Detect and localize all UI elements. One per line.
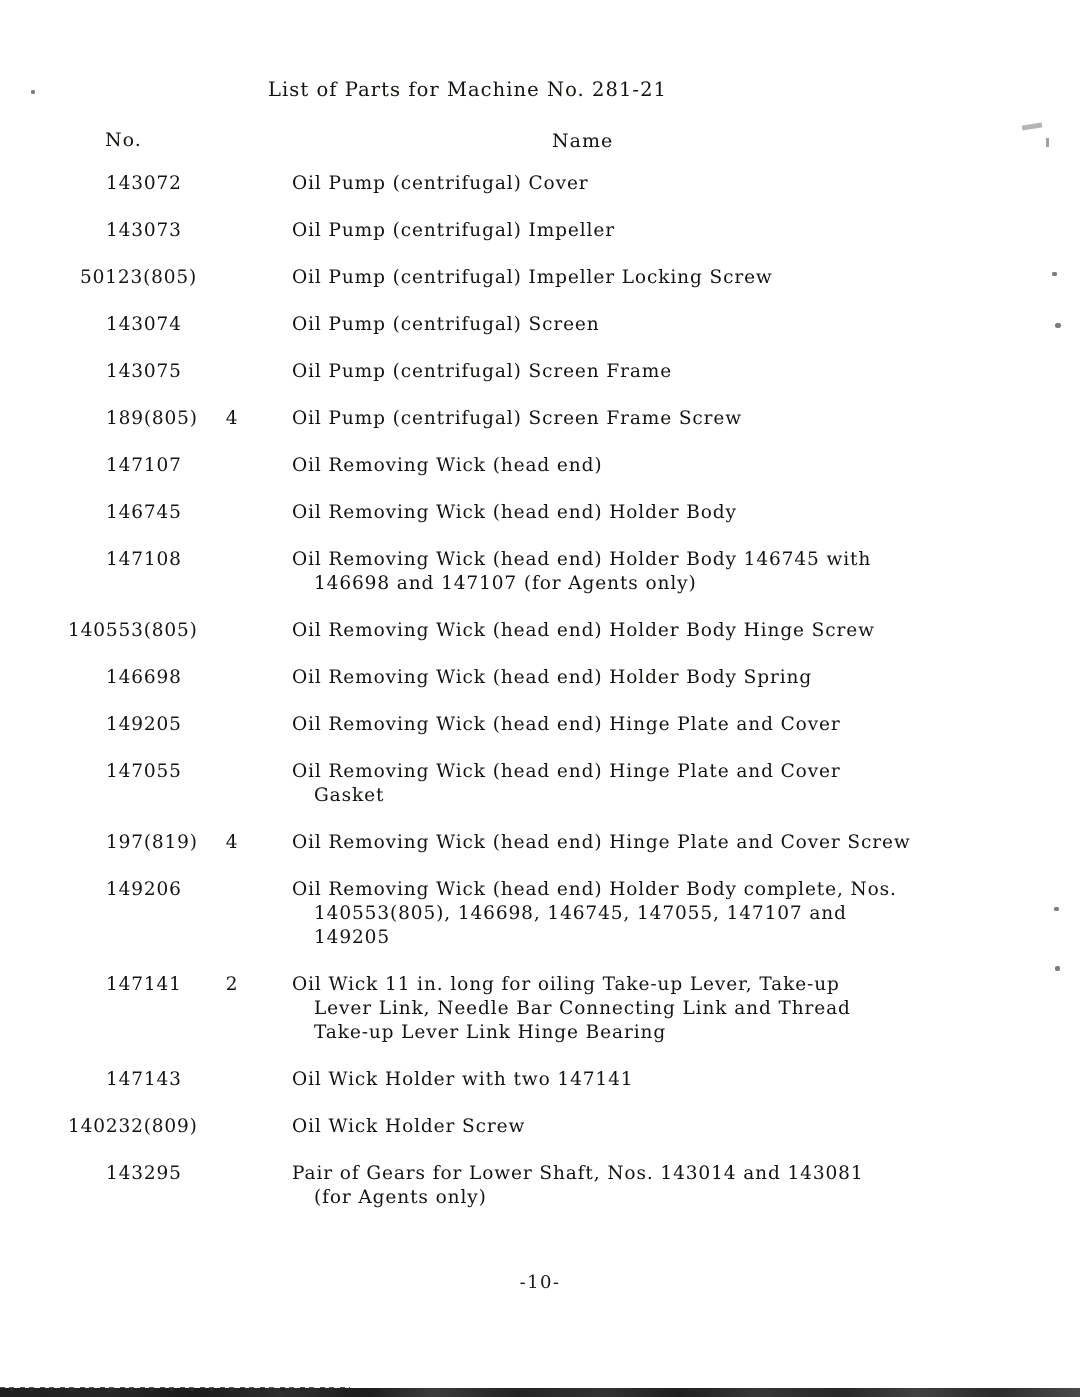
table-row-line bbox=[0, 714, 1080, 738]
part-name-cell: Oil Removing Wick (head end) bbox=[292, 455, 603, 476]
part-number-cell: 50123(805) bbox=[80, 267, 198, 288]
table-row bbox=[0, 314, 1080, 361]
table-row-line bbox=[0, 549, 1080, 573]
part-name-cell: Oil Removing Wick (head end) Holder Body 146745 with bbox=[292, 549, 872, 570]
part-name-cell: Oil Wick Holder Screw bbox=[292, 1116, 526, 1137]
table-row-line bbox=[0, 361, 1080, 385]
table-row-line bbox=[0, 903, 1080, 927]
table-row bbox=[0, 408, 1080, 455]
part-name-continuation: Take-up Lever Link Hinge Bearing bbox=[314, 1022, 667, 1043]
quantity-cell: 4 bbox=[225, 832, 239, 853]
part-name-continuation: (for Agents only) bbox=[314, 1187, 487, 1208]
table-row-line bbox=[0, 1163, 1080, 1187]
part-name-cell: Pair of Gears for Lower Shaft, Nos. 143014 and 143081 bbox=[292, 1163, 864, 1184]
part-number-cell: 147108 bbox=[106, 549, 182, 570]
table-row bbox=[0, 761, 1080, 832]
part-number-cell: 143075 bbox=[106, 361, 182, 382]
part-name-cell: Oil Pump (centrifugal) Screen Frame Screw bbox=[292, 408, 743, 429]
column-header-name: Name bbox=[552, 130, 614, 152]
table-row-line bbox=[0, 927, 1080, 951]
table-row-line bbox=[0, 1022, 1080, 1046]
part-name-cell: Oil Pump (centrifugal) Cover bbox=[292, 173, 589, 194]
part-name-cell: Oil Removing Wick (head end) Hinge Plate and Cover Screw bbox=[292, 832, 911, 853]
table-row bbox=[0, 879, 1080, 974]
table-row bbox=[0, 361, 1080, 408]
table-row-line bbox=[0, 761, 1080, 785]
table-row-line bbox=[0, 974, 1080, 998]
table-row bbox=[0, 714, 1080, 761]
part-number-cell: 140232(809) bbox=[68, 1116, 198, 1137]
table-row-line bbox=[0, 220, 1080, 244]
table-row bbox=[0, 220, 1080, 267]
table-row-line bbox=[0, 667, 1080, 691]
part-number-cell: 146745 bbox=[106, 502, 182, 523]
table-row bbox=[0, 502, 1080, 549]
table-row bbox=[0, 620, 1080, 667]
table-row-line bbox=[0, 879, 1080, 903]
part-name-continuation: Lever Link, Needle Bar Connecting Link and Thread bbox=[314, 998, 851, 1019]
part-number-cell: 143295 bbox=[106, 1163, 182, 1184]
part-number-cell: 143074 bbox=[106, 314, 182, 335]
part-number-cell: 147141 bbox=[106, 974, 182, 995]
scan-smudge-icon bbox=[1022, 122, 1043, 130]
parts-list-table bbox=[0, 173, 1080, 1234]
part-name-cell: Oil Pump (centrifugal) Screen bbox=[292, 314, 600, 335]
part-name-continuation: 149205 bbox=[314, 927, 391, 948]
table-row-line bbox=[0, 267, 1080, 291]
part-number-cell: 147107 bbox=[106, 455, 182, 476]
scan-edge-artifact bbox=[0, 1388, 1080, 1397]
table-row bbox=[0, 173, 1080, 220]
scan-speck-icon bbox=[1055, 323, 1061, 328]
table-row-line bbox=[0, 1116, 1080, 1140]
table-row-line bbox=[0, 785, 1080, 809]
part-name-cell: Oil Removing Wick (head end) Holder Body bbox=[292, 502, 737, 523]
scan-speck-icon bbox=[1054, 907, 1059, 911]
table-row-line bbox=[0, 573, 1080, 597]
table-row-line bbox=[0, 998, 1080, 1022]
quantity-cell: 4 bbox=[225, 408, 239, 429]
part-name-cell: Oil Pump (centrifugal) Impeller Locking Screw bbox=[292, 267, 773, 288]
table-row bbox=[0, 1163, 1080, 1234]
scan-tick-icon bbox=[1046, 138, 1049, 147]
part-name-cell: Oil Removing Wick (head end) Hinge Plate and Cover bbox=[292, 714, 841, 735]
table-row-line bbox=[0, 314, 1080, 338]
part-name-cell: Oil Removing Wick (head end) Holder Body Spring bbox=[292, 667, 813, 688]
table-row bbox=[0, 455, 1080, 502]
scan-speck-icon bbox=[1055, 966, 1060, 971]
scan-speck-icon bbox=[1052, 272, 1057, 276]
part-name-cell: Oil Wick 11 in. long for oiling Take-up Lever, Take-up bbox=[292, 974, 840, 995]
part-name-cell: Oil Pump (centrifugal) Impeller bbox=[292, 220, 615, 241]
part-number-cell: 149206 bbox=[106, 879, 182, 900]
table-row bbox=[0, 832, 1080, 879]
part-name-cell: Oil Removing Wick (head end) Hinge Plate and Cover bbox=[292, 761, 841, 782]
part-name-continuation: Gasket bbox=[314, 785, 385, 806]
part-number-cell: 147055 bbox=[106, 761, 182, 782]
part-name-continuation: 146698 and 147107 (for Agents only) bbox=[314, 573, 697, 594]
part-number-cell: 140553(805) bbox=[68, 620, 198, 641]
page-title: List of Parts for Machine No. 281-21 bbox=[268, 78, 667, 101]
column-header-no: No. bbox=[105, 129, 142, 151]
part-name-continuation: 140553(805), 146698, 146745, 147055, 147107 and bbox=[314, 903, 847, 924]
table-row bbox=[0, 267, 1080, 314]
table-row-line bbox=[0, 455, 1080, 479]
table-row-line bbox=[0, 620, 1080, 644]
part-name-cell: Oil Wick Holder with two 147141 bbox=[292, 1069, 634, 1090]
table-row bbox=[0, 1069, 1080, 1116]
table-row-line bbox=[0, 832, 1080, 856]
part-name-cell: Oil Removing Wick (head end) Holder Body Hinge Screw bbox=[292, 620, 875, 641]
table-row bbox=[0, 549, 1080, 620]
quantity-cell: 2 bbox=[225, 974, 239, 995]
table-row-line bbox=[0, 1069, 1080, 1093]
table-row bbox=[0, 667, 1080, 714]
table-row-line bbox=[0, 408, 1080, 432]
scan-speck-icon bbox=[31, 90, 35, 94]
table-row-line bbox=[0, 502, 1080, 526]
part-name-cell: Oil Pump (centrifugal) Screen Frame bbox=[292, 361, 673, 382]
part-number-cell: 143072 bbox=[106, 173, 182, 194]
part-name-cell: Oil Removing Wick (head end) Holder Body complete, Nos. bbox=[292, 879, 897, 900]
table-row bbox=[0, 974, 1080, 1069]
part-number-cell: 147143 bbox=[106, 1069, 182, 1090]
part-number-cell: 149205 bbox=[106, 714, 182, 735]
part-number-cell: 189(805) bbox=[106, 408, 198, 429]
table-row bbox=[0, 1116, 1080, 1163]
table-row-line bbox=[0, 173, 1080, 197]
part-number-cell: 146698 bbox=[106, 667, 182, 688]
table-row-line bbox=[0, 1187, 1080, 1211]
page-number: -10- bbox=[519, 1272, 561, 1293]
part-number-cell: 197(819) bbox=[106, 832, 198, 853]
part-number-cell: 143073 bbox=[106, 220, 182, 241]
